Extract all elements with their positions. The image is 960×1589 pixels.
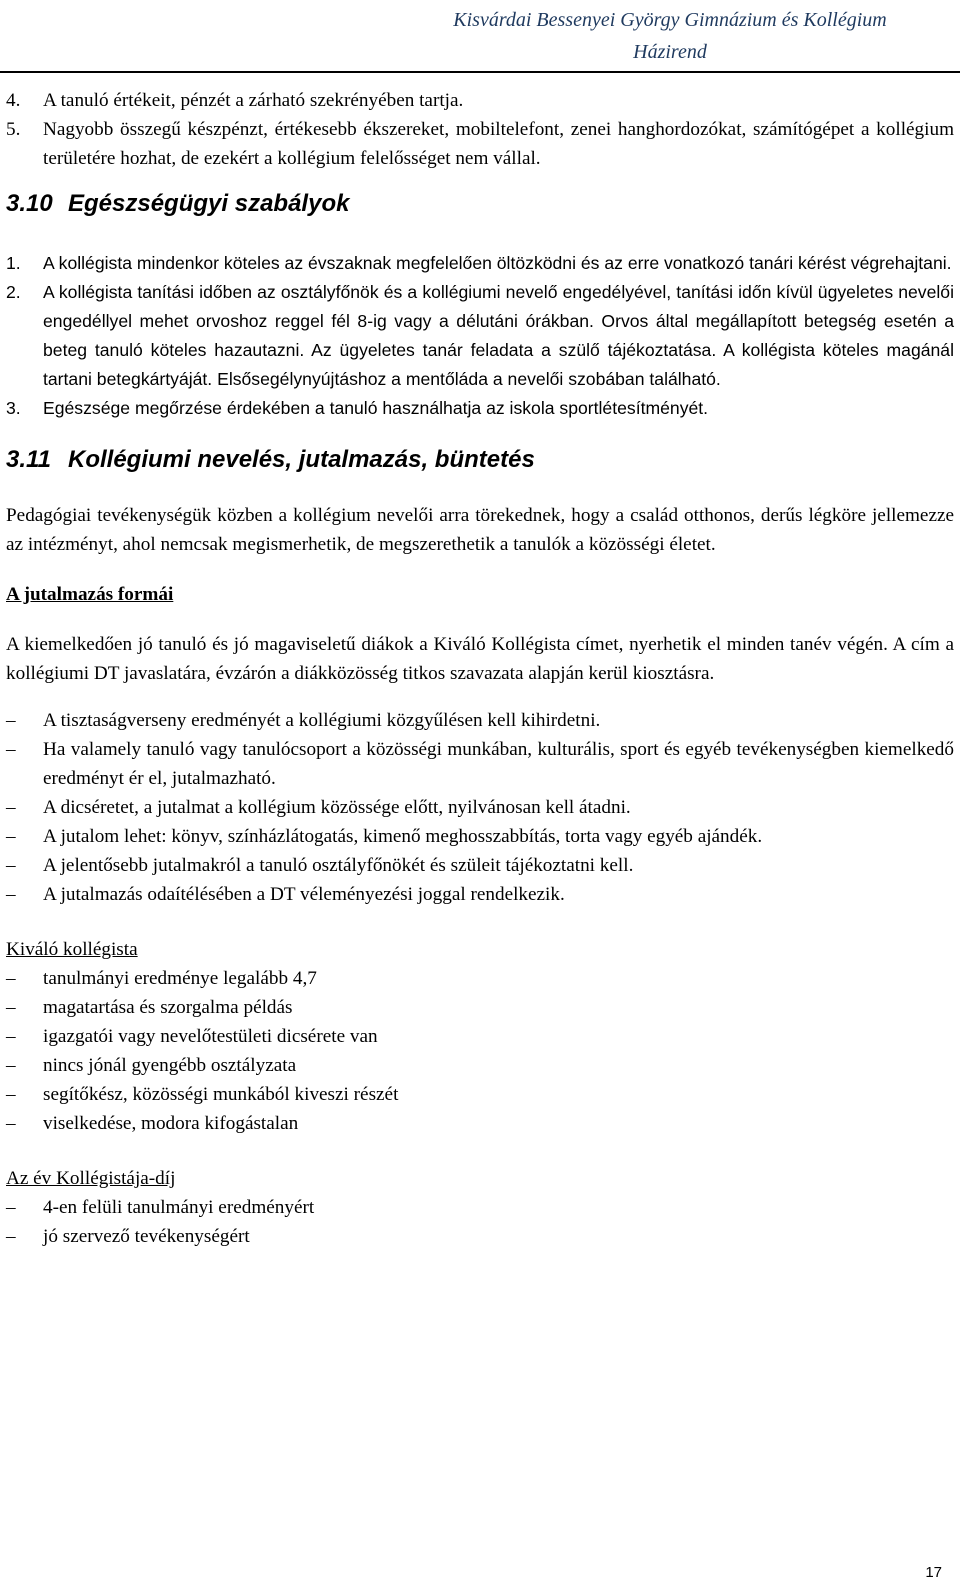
rewards-intro-paragraph: A kiemelkedően jó tanuló és jó magaviseletű diákok a Kiváló Kollégista címet, nyerhetik el minden tanév végén. A cím a kollégiumi DT javaslatára, évzárón a diákközösség titkos szavazata alapján kerül kiosztásra. xyxy=(6,634,954,684)
list-number: 3. xyxy=(6,398,21,418)
list-item xyxy=(6,822,954,851)
list-item xyxy=(6,793,954,822)
rewards-heading: A jutalmazás formái xyxy=(6,584,174,605)
dash-marker: – xyxy=(6,968,16,989)
section-number: 3.10 xyxy=(6,190,53,217)
list-text: nincs jónál gyengébb osztályzata xyxy=(43,1055,297,1076)
list-text: A kollégista mindenkor köteles az évszaknak megfelelően öltözködni és az erre vonatkozó tanári kérést végrehajtani. xyxy=(43,253,952,273)
list-text: Nagyobb összegű készpénzt, értékesebb ékszereket, mobiltelefont, zenei hanghordozókat, számítógépet a kollégium területére hozhat, de ezekért a kollégium felelősséget nem vállal. xyxy=(43,119,954,169)
dash-marker: – xyxy=(6,1055,16,1076)
list-item xyxy=(6,1222,954,1251)
list-text: A jelentősebb jutalmakról a tanuló osztályfőnökét és szüleit tájékoztatni kell. xyxy=(43,855,634,876)
list-item xyxy=(6,1109,954,1138)
list-item xyxy=(6,1022,954,1051)
dash-marker: – xyxy=(6,1084,16,1105)
list-item xyxy=(6,249,954,278)
list-text: viselkedése, modora kifogástalan xyxy=(43,1113,299,1134)
list-text: jó szervező tevékenységért xyxy=(43,1226,250,1247)
header-doc-title: Házirend xyxy=(633,41,707,63)
list-number: 5. xyxy=(6,119,21,140)
intro-paragraph: Pedagógiai tevékenységük közben a kollégium nevelői arra törekednek, hogy a család otthonos, derűs légköre jellemezze az intézményt, ahol nemcsak megismerhetik, de megszerethetik a tanulók a közösségi életet. xyxy=(6,505,954,555)
dash-marker: – xyxy=(6,826,16,847)
dash-marker: – xyxy=(6,1197,16,1218)
list-item xyxy=(6,1193,954,1222)
dash-marker: – xyxy=(6,855,16,876)
list-item xyxy=(6,706,954,735)
list-item xyxy=(6,115,954,173)
dash-marker: – xyxy=(6,797,16,818)
list-item xyxy=(6,394,954,423)
list-item xyxy=(6,735,954,793)
section-title: Kollégiumi nevelés, jutalmazás, büntetés xyxy=(68,446,535,473)
list-text: magatartása és szorgalma példás xyxy=(43,997,293,1018)
list-item xyxy=(6,1051,954,1080)
section-heading-3-11 xyxy=(6,445,954,475)
list-text: igazgatói vagy nevelőtestületi dicsérete van xyxy=(43,1026,378,1047)
ev-kollegista-heading: Az év Kollégistája-díj xyxy=(6,1168,176,1189)
list-text: A jutalmazás odaítélésében a DT véleményezési joggal rendelkezik. xyxy=(43,884,565,905)
page-header xyxy=(390,4,950,68)
list-item xyxy=(6,86,954,115)
kivalo-heading: Kiváló kollégista xyxy=(6,939,138,960)
list-text: A dicséretet, a jutalmat a kollégium közössége előtt, nyilvánosan kell átadni. xyxy=(43,797,631,818)
list-item xyxy=(6,880,954,909)
page-number: 17 xyxy=(925,1564,942,1581)
list-item xyxy=(6,964,954,993)
page-content xyxy=(6,86,954,1251)
list-text: A jutalom lehet: könyv, színházlátogatás, kimenő meghosszabbítás, torta vagy egyéb ajándék. xyxy=(43,826,763,847)
header-divider xyxy=(0,71,960,73)
dash-marker: – xyxy=(6,710,16,731)
list-number: 4. xyxy=(6,90,21,111)
rewards-list xyxy=(6,706,954,909)
list-number: 1. xyxy=(6,253,21,273)
list-text: Ha valamely tanuló vagy tanulócsoport a közösségi munkában, kulturális, sport és egyéb tevékenységben kiemelkedő eredményt ér el, jutalmazható. xyxy=(43,739,954,789)
list-text: tanulmányi eredménye legalább 4,7 xyxy=(43,968,317,989)
section-title: Egészségügyi szabályok xyxy=(68,190,350,217)
dash-marker: – xyxy=(6,739,16,760)
dash-marker: – xyxy=(6,1026,16,1047)
dash-marker: – xyxy=(6,884,16,905)
dash-marker: – xyxy=(6,997,16,1018)
list-text: 4-en felüli tanulmányi eredményért xyxy=(43,1197,315,1218)
list-text: A tanuló értékeit, pénzét a zárható szekrényében tartja. xyxy=(43,90,464,111)
kivalo-list xyxy=(6,964,954,1138)
list-text: A tisztaságverseny eredményét a kollégiumi közgyűlésen kell kihirdetni. xyxy=(43,710,601,731)
section-number: 3.11 xyxy=(6,446,51,473)
list-item xyxy=(6,278,954,394)
list-text: segítőkész, közösségi munkából kiveszi részét xyxy=(43,1084,399,1105)
list-text: Egészsége megőrzése érdekében a tanuló használhatja az iskola sportlétesítményét. xyxy=(43,398,709,418)
section-heading-3-10 xyxy=(6,189,954,219)
list-text: A kollégista tanítási időben az osztályfőnök és a kollégiumi nevelő engedélyével, tanítási időn kívül ügyeletes nevelői engedéllyel mehet orvoshoz reggel fél 8-ig vagy a délutáni órákban. Orvos által megállapított betegség esetén a beteg tanuló köteles hazautazni. Az ügyeletes tanár feladata a szülő tájékoztatása. A kollégista köteles magánál tartani betegkártyáját. Elsősegélynyújtáshoz a mentőláda a nevelői szobában található. xyxy=(43,282,954,389)
header-school-name: Kisvárdai Bessenyei György Gimnázium és Kollégium xyxy=(453,9,887,31)
list-item xyxy=(6,1080,954,1109)
list-item xyxy=(6,851,954,880)
dash-marker: – xyxy=(6,1226,16,1247)
dash-marker: – xyxy=(6,1113,16,1134)
list-number: 2. xyxy=(6,282,21,302)
list-item xyxy=(6,993,954,1022)
ev-kollegista-list xyxy=(6,1193,954,1251)
